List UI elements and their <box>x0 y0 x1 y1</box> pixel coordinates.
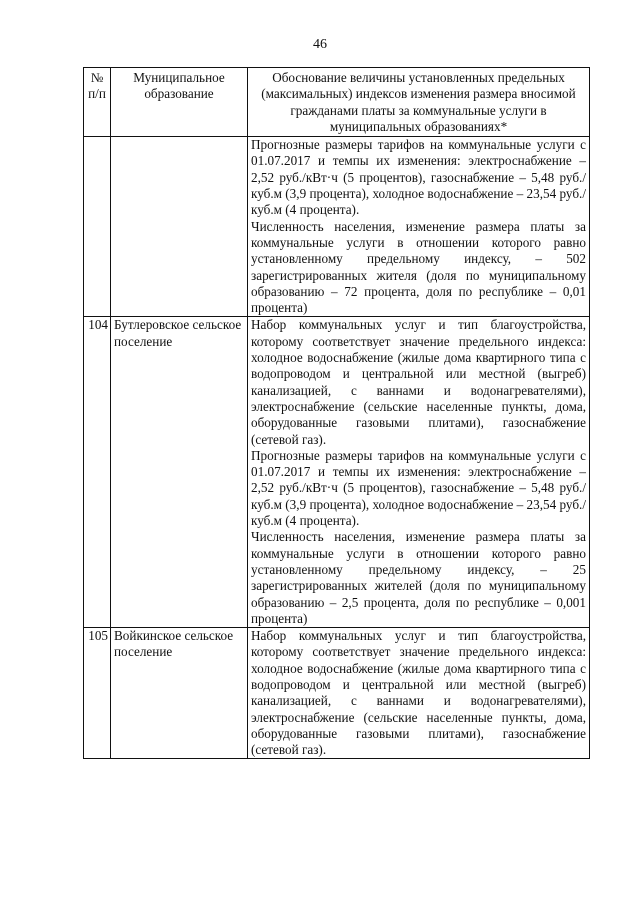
table-row <box>84 317 590 628</box>
row-num <box>84 137 111 317</box>
table-header-row <box>84 68 590 137</box>
row-municipality <box>111 137 248 317</box>
header-basis: Обоснование величины установленных предельных (максимальных) индексов изменения размера вносимой гражданами платы за коммунальные услуги в муниципальных образованиях* <box>248 68 590 137</box>
table-row <box>84 628 590 759</box>
header-num: № п/п <box>84 68 111 137</box>
row-num: 105 <box>84 628 111 759</box>
row-municipality: Войкинское сельское поселение <box>111 628 248 759</box>
basis-paragraph: Прогнозные размеры тарифов на коммунальные услуги с 01.07.2017 и темпы их изменения: электроснабжение – 2,52 руб./кВт·ч (5 процентов), газоснабжение – 5,48 руб./куб.м (3,9 процента), холодное водоснабжение – 23,54 руб./куб.м (4 процента). <box>251 137 586 218</box>
row-num: 104 <box>84 317 111 628</box>
basis-paragraph: Набор коммунальных услуг и тип благоустройства, которому соответствует значение предельного индекса: холодное водоснабжение (жилые дома квартирного типа с водопроводом и центральной или местной (выгреб) канализацией, с ваннами и водонагревателями), электроснабжение (сельские населенные пункты, дома, оборудованные газовыми плитами), газоснабжение (сетевой газ). <box>251 317 586 447</box>
page-number: 46 <box>313 37 327 52</box>
row-basis <box>248 628 590 759</box>
basis-paragraph: Численность населения, изменение размера платы за коммунальные услуги в отношении которого равно установленному предельному индексу, – 25 зарегистрированных жителей (доля по муниципальному образованию – 2,5 процента, доля по республике – 0,001 процента) <box>251 529 586 626</box>
row-municipality: Бутлеровское сельское поселение <box>111 317 248 628</box>
basis-paragraph: Прогнозные размеры тарифов на коммунальные услуги с 01.07.2017 и темпы их изменения: электроснабжение – 2,52 руб./кВт·ч (5 процентов), газоснабжение – 5,48 руб./куб.м (3,9 процента), холодное водоснабжение – 23,54 руб./куб.м (4 процента). <box>251 447 586 529</box>
table-row <box>84 137 590 317</box>
tariff-index-table <box>83 67 590 759</box>
basis-paragraph: Численность населения, изменение размера платы за коммунальные услуги в отношении которого равно установленному предельному индексу, – 502 зарегистрированных жителя (доля по муниципальному образованию – 72 процента, доля по республике – 0,01 процента) <box>251 218 586 316</box>
row-basis <box>248 317 590 628</box>
basis-paragraph: Набор коммунальных услуг и тип благоустройства, которому соответствует значение предельного индекса: холодное водоснабжение (жилые дома квартирного типа с водопроводом и центральной или местной (выгреб) канализацией, с ваннами и водонагревателями), электроснабжение (сельские населенные пункты, дома, оборудованные газовыми плитами), газоснабжение (сетевой газ). <box>251 628 586 758</box>
row-basis <box>248 137 590 317</box>
header-municipality: Муниципальное образование <box>111 68 248 137</box>
